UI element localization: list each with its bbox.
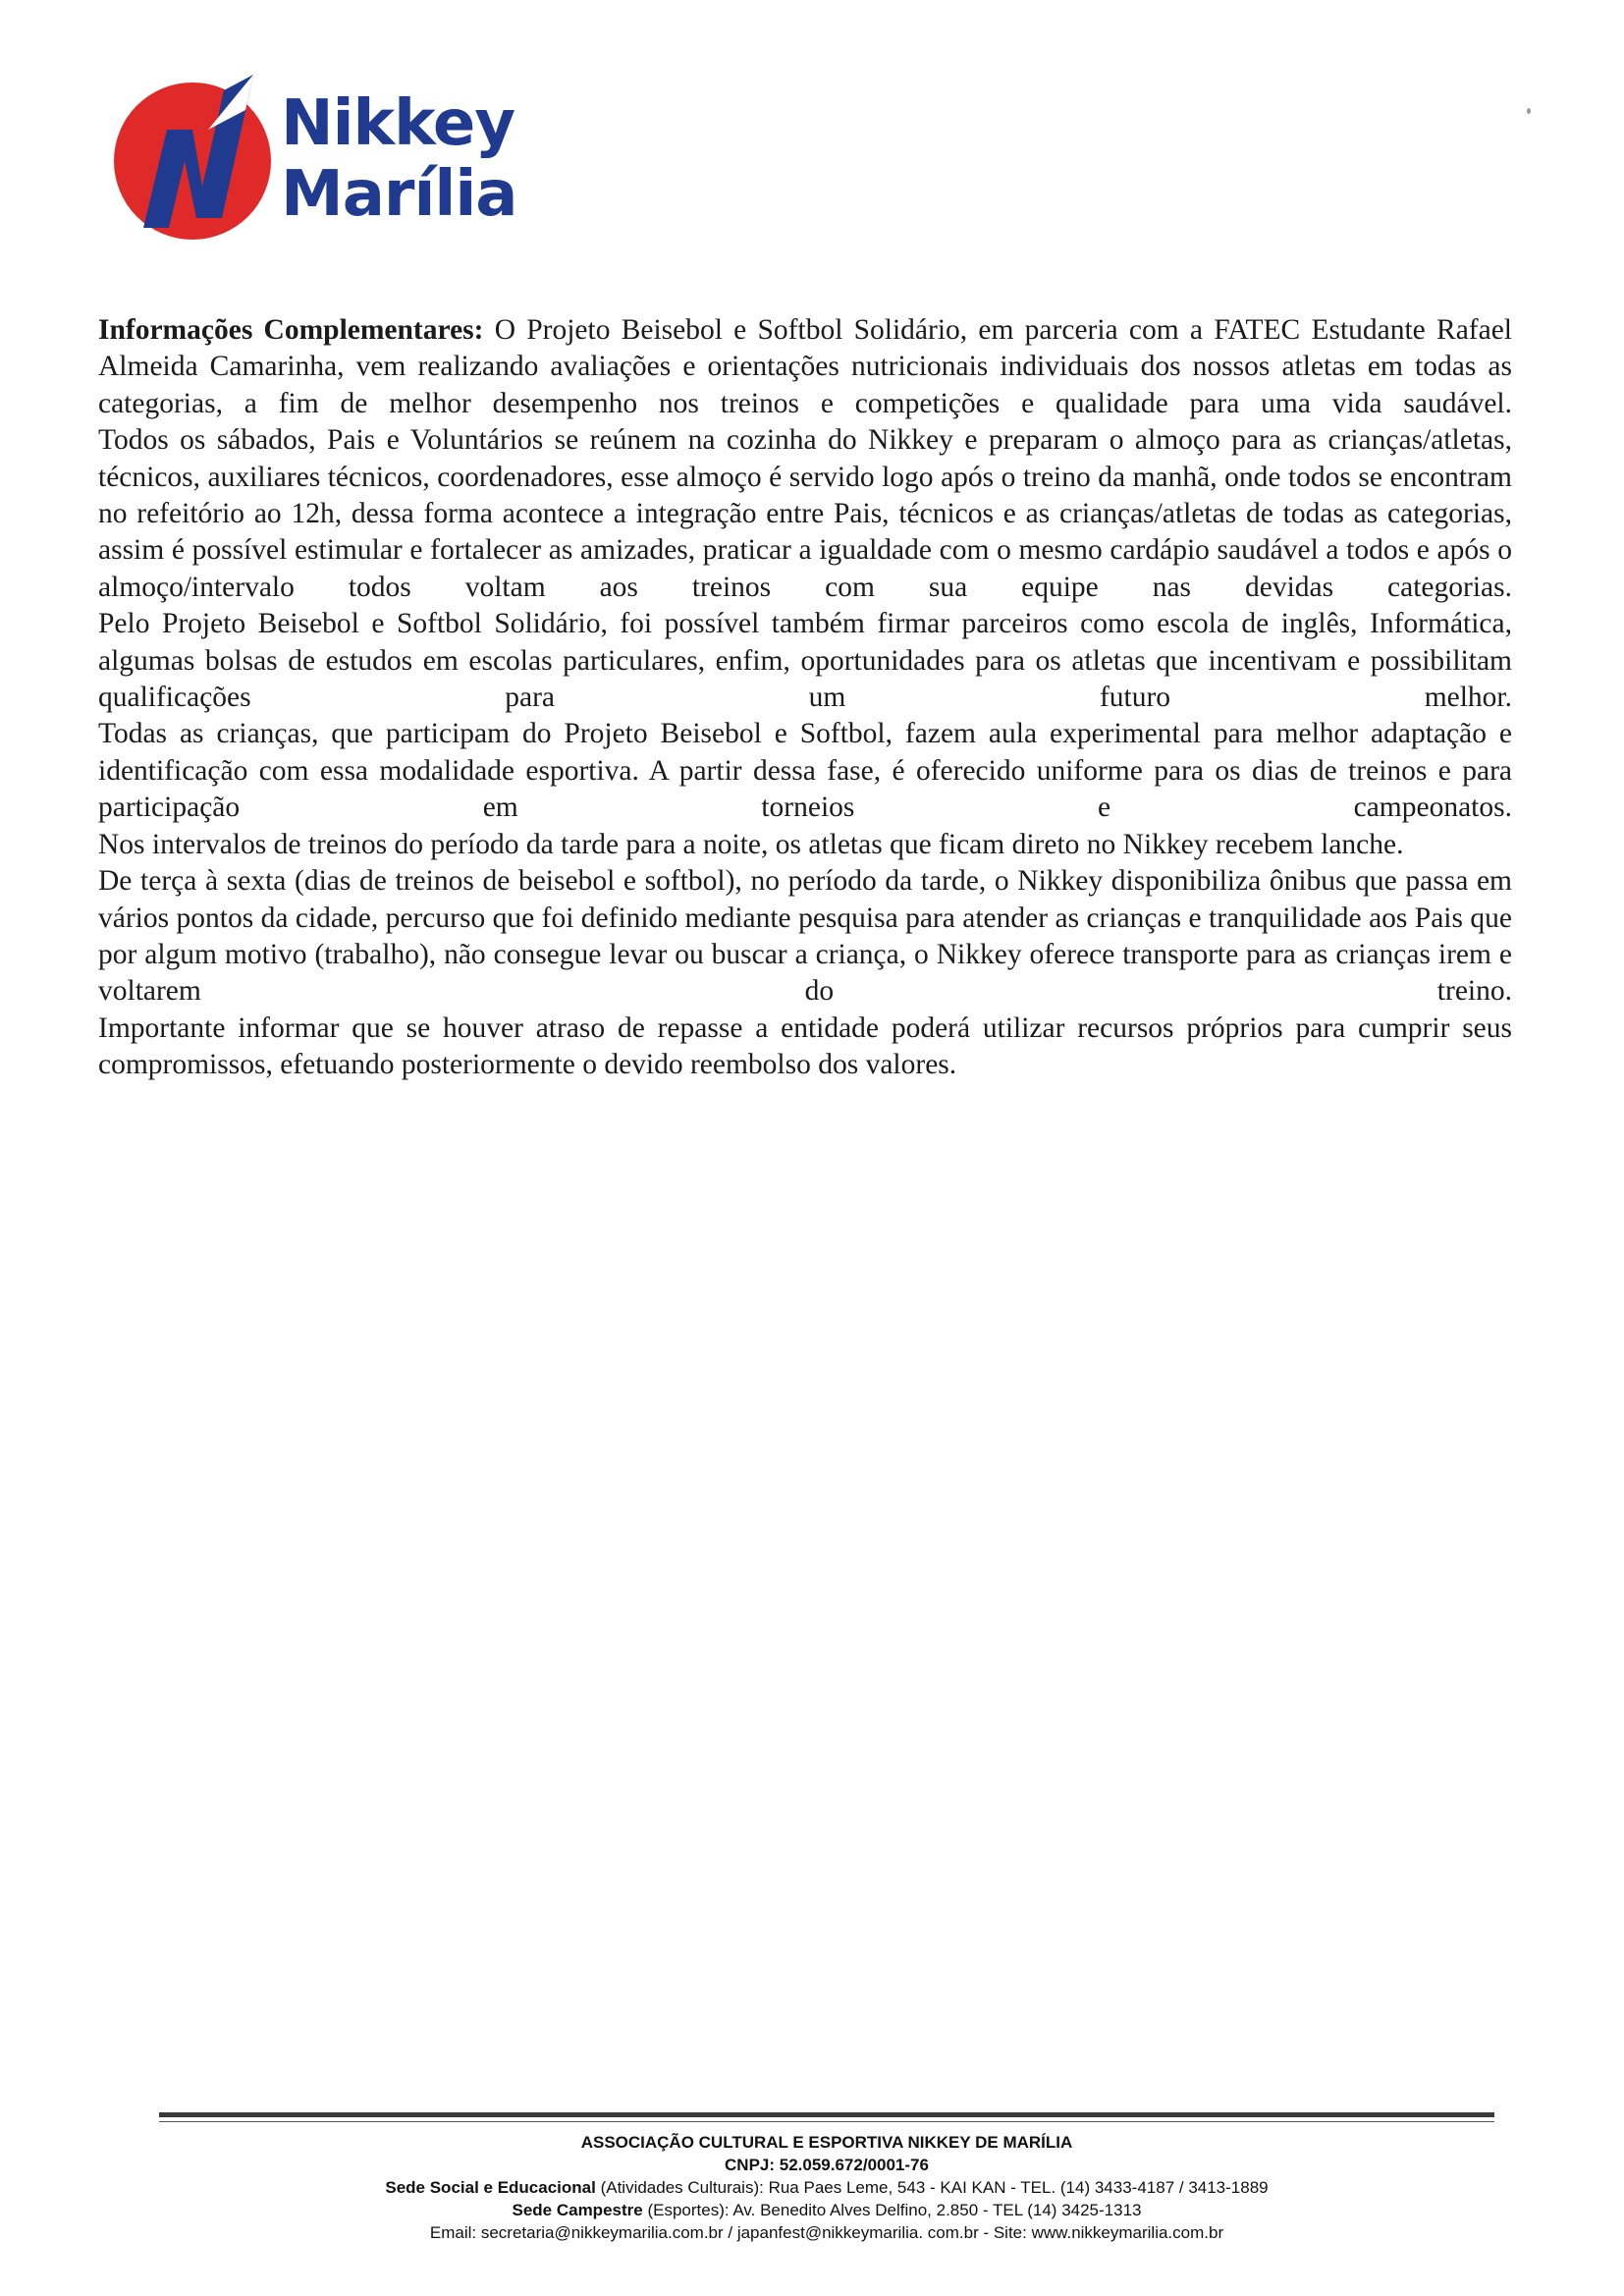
nikkey-logo (106, 71, 518, 247)
letterhead-footer (159, 2131, 1494, 2244)
footer-sede-social-label: Sede Social e Educacional (385, 2178, 596, 2197)
paragraph-7: Importante informar que se houver atraso de repasse a entidade poderá utilizar recursos próprios para cumprir seus compromissos, efetuando posteriormente o devido reembolso dos valores. (98, 1011, 1512, 1081)
footer-org-name: ASSOCIAÇÃO CULTURAL E ESPORTIVA NIKKEY DE MARÍLIA (580, 2133, 1073, 2152)
paragraph-6: De terça à sexta (dias de treinos de beisebol e softbol), no período da tarde, o Nikkey disponibiliza ônibus que passa em vários pontos da cidade, percurso que foi definido mediante pesquisa para atender as crianças e tranquilidade aos Pais que por algum motivo (trabalho), não consegue levar ou buscar a criança, o Nikkey oferece transporte para as crianças irem e voltarem do treino. (98, 865, 1512, 1008)
paragraph-1 (98, 312, 1512, 422)
footer-cnpj: CNPJ: 52.059.672/0001-76 (725, 2156, 929, 2174)
logo-line-2: Marília (281, 158, 517, 231)
lead-heading: Informações Complementares: (98, 314, 484, 346)
footer-contact-line: Email: secretaria@nikkeymarilia.com.br / japanfest@nikkeymarilia. com.br - Site: www.nikkeymarilia.com.br (429, 2223, 1224, 2242)
footer-divider (159, 2112, 1494, 2117)
footer-sede-social (159, 2176, 1494, 2199)
footer-divider-thin (159, 2121, 1494, 2122)
nikkey-logo-icon (106, 71, 283, 247)
paragraph-3: Pelo Projeto Beisebol e Softbol Solidário, foi possível também firmar parceiros como escola de inglês, Informática, algumas bolsas de estudos em escolas particulares, enfim, oportunidades para os atletas que incentivam e possibilitam qualificações para um futuro melhor. (98, 608, 1512, 714)
footer-sede-campestre-text: (Esportes): Av. Benedito Alves Delfino, 2.850 - TEL (14) 3425-1313 (642, 2201, 1142, 2219)
logo-line-1: Nikkey (281, 87, 515, 160)
paragraph-5: Nos intervalos de treinos do período da tarde para a noite, os atletas que ficam direto no Nikkey recebem lanche. (98, 828, 1404, 860)
paragraph-1-text: O Projeto Beisebol e Softbol Solidário, em parceria com a FATEC Estudante Rafael Almeida Camarinha, vem realizando avaliações e orientações nutricionais individuais dos nossos atletas em todas as categorias, a fim de melhor desempenho nos treinos e competições e qualidade para uma vida saudável. (98, 314, 1512, 419)
scan-speck (1527, 108, 1531, 114)
footer-sede-campestre-label: Sede Campestre (512, 2201, 643, 2219)
logo-wordmark (281, 88, 516, 230)
paragraph-4: Todas as crianças, que participam do Projeto Beisebol e Softbol, fazem aula experimental para melhor adaptação e identificação com essa modalidade esportiva. A partir dessa fase, é oferecido uniforme para os dias de treinos e para participação em torneios e campeonatos. (98, 718, 1512, 824)
paragraph-2: Todos os sábados, Pais e Voluntários se reúnem na cozinha do Nikkey e preparam o almoço para as crianças/atletas, técnicos, auxiliares técnicos, coordenadores, esse almoço é servido logo após o treino da manhã, onde todos se encontram no refeitório ao 12h, dessa forma acontece a integração entre Pais, técnicos e as crianças/atletas de todas as categorias, assim é possível estimular e fortalecer as amizades, praticar a igualdade com o mesmo cardápio saudável a todos e após o almoço/intervalo todos voltam aos treinos com sua equipe nas devidas categorias. (98, 424, 1512, 603)
document-body (98, 312, 1512, 1084)
footer-sede-campestre (159, 2199, 1494, 2221)
footer-sede-social-text: (Atividades Culturais): Rua Paes Leme, 543 - KAI KAN - TEL. (14) 3433-4187 / 3413-1889 (595, 2178, 1269, 2197)
